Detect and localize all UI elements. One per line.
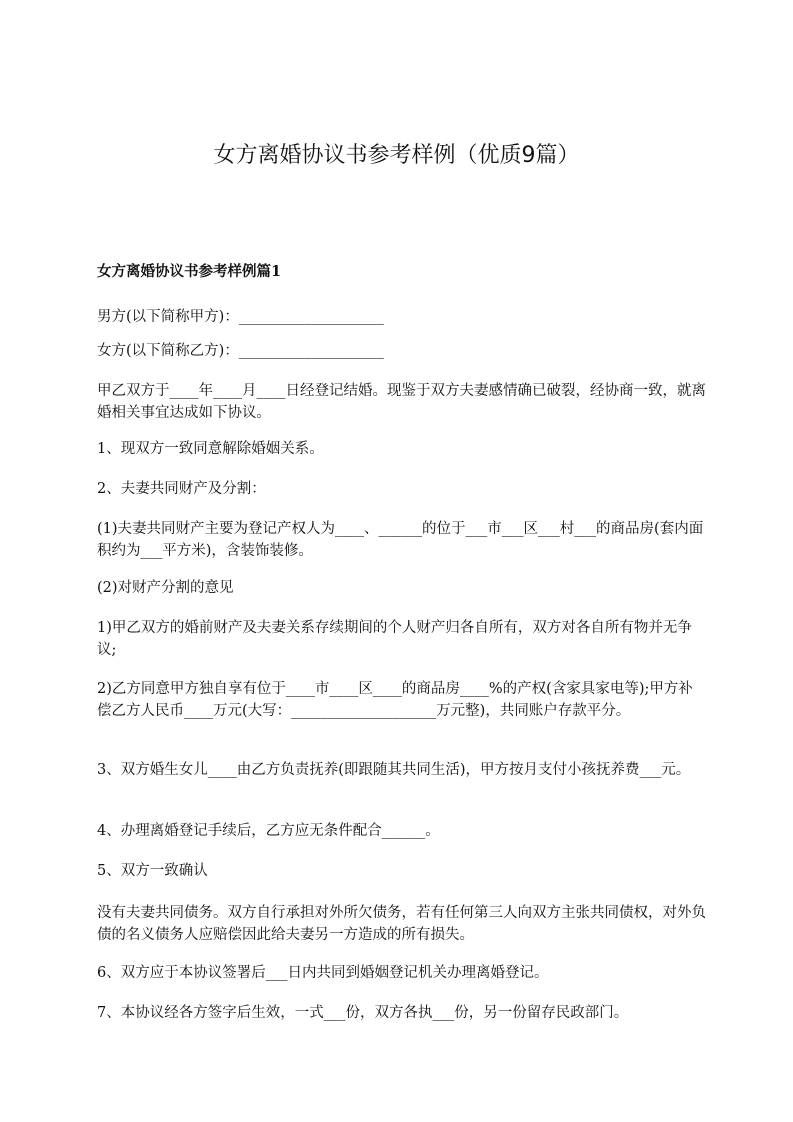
paragraph: 女方(以下简称乙方)：____________________ — [97, 343, 384, 359]
paragraph: 6、双方应于本协议签署后___日内共同到婚姻登记机关办理离婚登记。 — [97, 965, 549, 981]
paragraph: 7、本协议经各方签字后生效，一式___份，双方各执___份，另一份留存民政部门。 — [97, 1005, 629, 1021]
paragraph: 没有夫妻共同债务。双方自行承担对外所欠债务，若有任何第三人向双方主张共同债权，对外负债的名义债务人应赔偿因此给夫妻另一方造成的所有损失。 — [97, 905, 706, 943]
paragraph: 2)乙方同意甲方独自享有位于____市____区____的商品房____%的产权(含家具家电等);甲方补偿乙方人民币____万元(大写：____________________万元整)，共同账户存款平分。 — [97, 681, 693, 719]
paragraph: (2)对财产分割的意见 — [97, 580, 234, 596]
section-heading: 女方离婚协议书参考样例篇1 — [97, 263, 282, 280]
paragraph: 5、双方一致确认 — [97, 863, 208, 879]
document-title: 女方离婚协议书参考样例（优质9篇） — [213, 143, 580, 168]
paragraph: 3、双方婚生女儿____由乙方负责抚养(即跟随其共同生活)，甲方按月支付小孩抚养费___元。 — [97, 762, 691, 778]
paragraph: 4、办理离婚登记手续后，乙方应无条件配合______。 — [97, 823, 440, 839]
paragraph: 1)甲乙双方的婚前财产及夫妻关系存续期间的个人财产归各自所有，双方对各自所有物并无争议; — [97, 620, 692, 658]
paragraph: 1、现双方一致同意解除婚姻关系。 — [97, 441, 324, 457]
paragraph: (1)夫妻共同财产主要为登记产权人为____、______的位于___市___区___村___的商品房(套内面积约为___平方米)，含装饰装修。 — [97, 521, 704, 559]
paragraph: 甲乙双方于____年____月____日经登记结婚。现鉴于双方夫妻感情确已破裂，经协商一致，就离婚相关事宜达成如下协议。 — [97, 383, 706, 421]
paragraph: 男方(以下简称甲方)：____________________ — [97, 309, 384, 325]
paragraph: 2、夫妻共同财产及分割： — [97, 481, 266, 497]
